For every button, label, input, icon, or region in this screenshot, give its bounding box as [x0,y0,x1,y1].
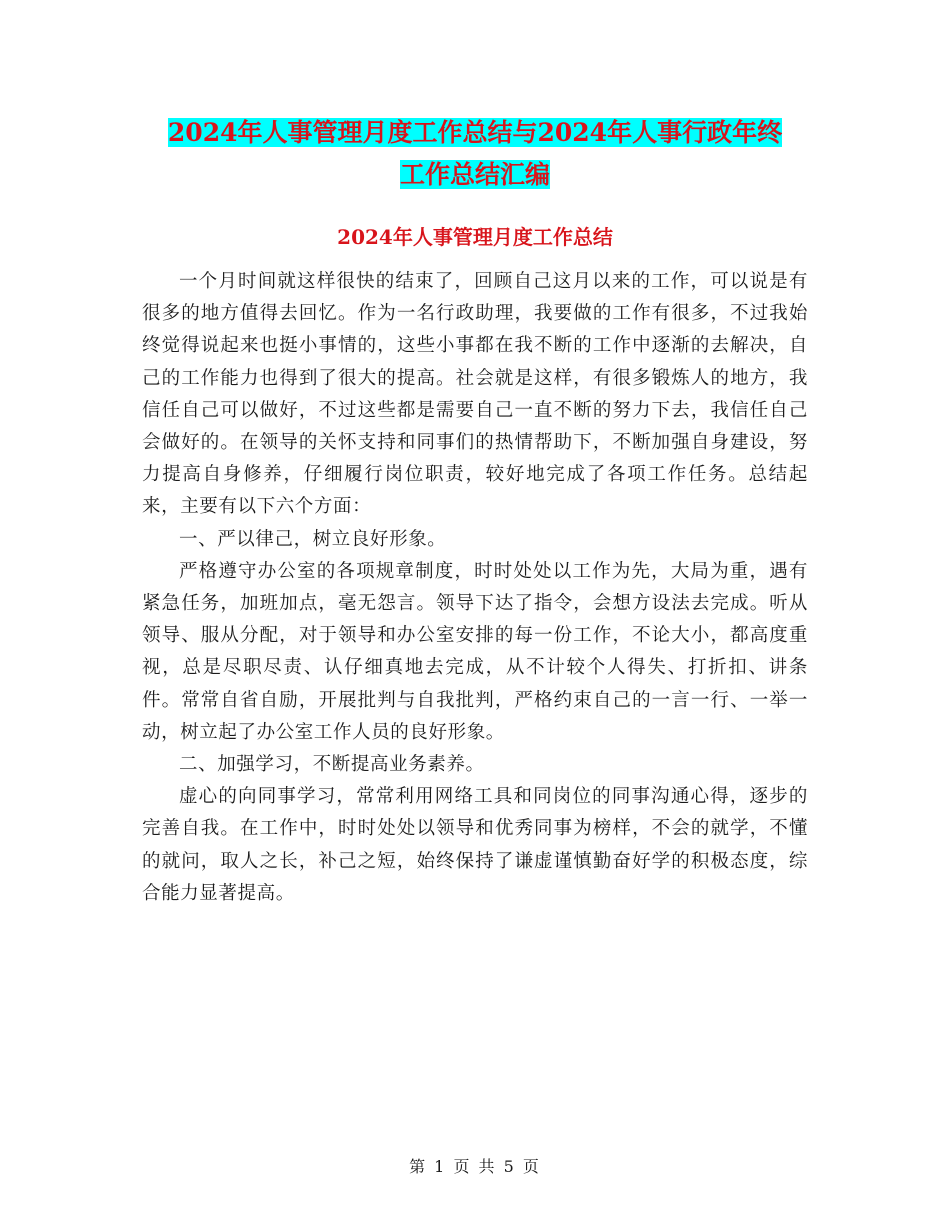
section-title: 2024年人事管理月度工作总结 [337,225,613,249]
heading-point-1: 一、严以律己，树立良好形象。 [179,528,447,550]
document-title-line-1: 2024年人事管理月度工作总结与2024年人事行政年终 [167,118,783,147]
document-title [140,112,810,196]
document-body [142,266,808,910]
heading-point-2: 二、加强学习，不断提高业务素养。 [179,754,485,776]
paragraph-point-1: 严格遵守办公室的各项规章制度，时时处处以工作为先，大局为重，遇有紧急任务，加班加点，毫无怨言。领导下达了指令，会想方设法去完成。听从领导、服从分配，对于领导和办公室安排的每一份工作，不论大小，都高度重视，总是尽职尽责、认仔细真地去完成，从不计较个人得失、打折扣、讲条件。常常自省自励，开展批判与自我批判，严格约束自己的一言一行、一举一动，树立起了办公室工作人员的良好形象。 [142,560,808,743]
paragraph-point-2: 虚心的向同事学习，常常利用网络工具和同岗位的同事沟通心得，逐步的完善自我。在工作中，时时处处以领导和优秀同事为榜样，不会的就学，不懂的就问，取人之长，补己之短，始终保持了谦虚谨慎勤奋好学的积极态度，综合能力显著提高。 [142,786,808,904]
document-title-line-2: 工作总结汇编 [399,160,550,189]
page-footer: 第 1 页 共 5 页 [409,1157,541,1176]
paragraph-intro: 一个月时间就这样很快的结束了，回顾自己这月以来的工作，可以说是有很多的地方值得去回忆。作为一名行政助理，我要做的工作有很多，不过我始终觉得说起来也挺小事情的，这些小事都在我不断的工作中逐渐的去解决，自己的工作能力也得到了很大的提高。社会就是这样，有很多锻炼人的地方，我信任自己可以做好，不过这些都是需要自己一直不断的努力下去，我信任自己会做好的。在领导的关怀支持和同事们的热情帮助下，不断加强自身建设，努力提高自身修养，仔细履行岗位职责，较好地完成了各项工作任务。总结起来，主要有以下六个方面： [142,271,808,518]
